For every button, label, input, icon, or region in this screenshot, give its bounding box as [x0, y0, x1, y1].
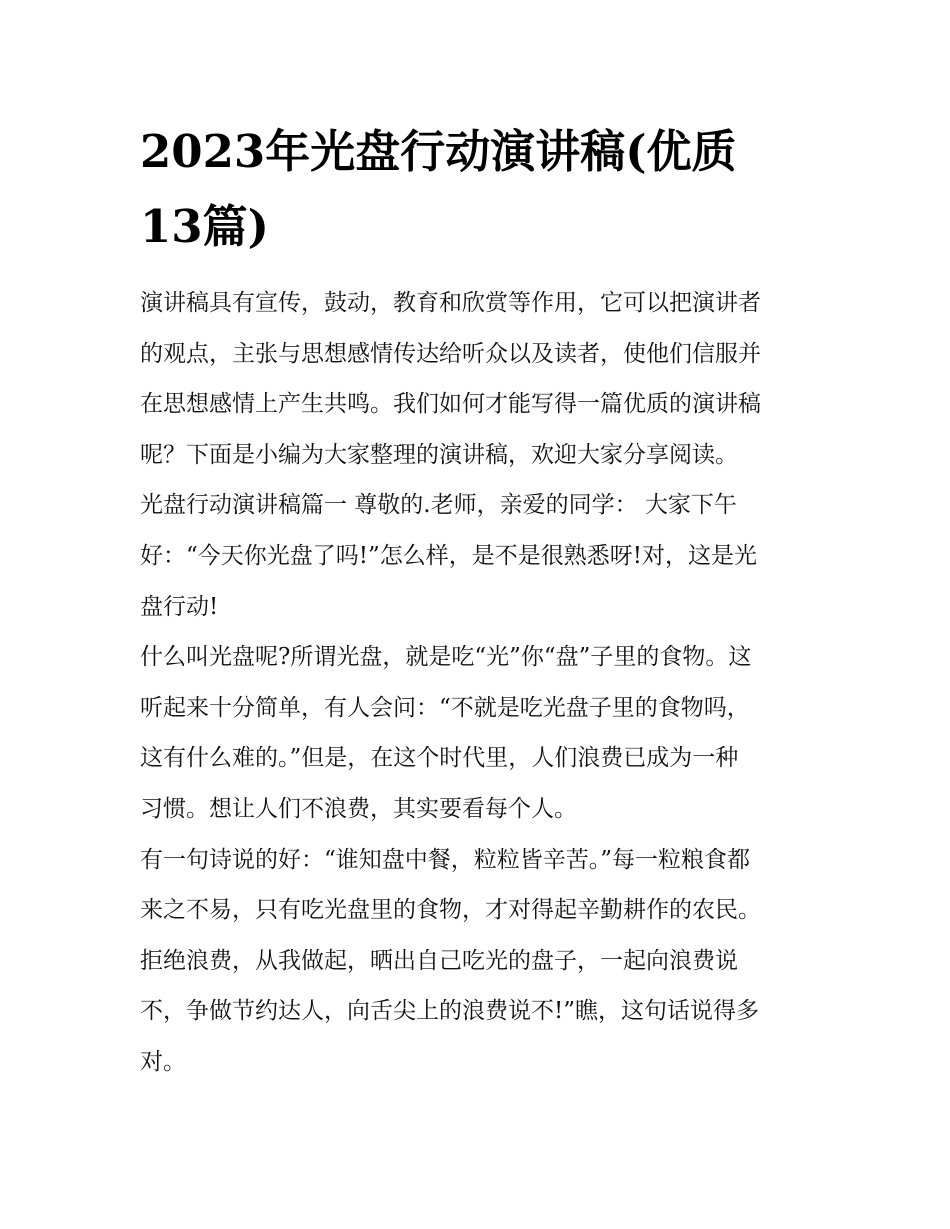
body-text-line: 光盘行动演讲稿篇一 尊敬的.老师，亲爱的同学： 大家下午 — [140, 492, 737, 519]
body-text-line: 来之不易，只有吃光盘里的食物，才对得起辛勤耕作的农民。 — [140, 897, 761, 924]
body-text-line: 什么叫光盘呢?所谓光盘，就是吃“光”你“盘”子里的食物。这 — [140, 644, 752, 671]
body-text-line: 这有什么难的。”但是，在这个时代里，人们浪费已成为一种 — [140, 745, 739, 772]
body-text-line: 盘行动! — [140, 593, 219, 620]
body-text-line: 在思想感情上产生共鸣。我们如何才能写得一篇优质的演讲稿 — [140, 391, 761, 418]
body-text-line: 演讲稿具有宣传，鼓动，教育和欣赏等作用，它可以把演讲者 — [140, 290, 761, 316]
body-text-line: 拒绝浪费，从我做起，晒出自己吃光的盘子，一起向浪费说 — [140, 947, 738, 974]
title-line: 2023年光盘行动演讲稿(优质 — [140, 125, 737, 178]
body-text-line: 呢？下面是小编为大家整理的演讲稿，欢迎大家分享阅读。 — [140, 441, 738, 468]
body-text-line: 对。 — [140, 1048, 186, 1075]
body-text-line: 好：“今天你光盘了吗!”怎么样，是不是很熟悉呀!对，这是光 — [140, 542, 758, 569]
body-text-line: 有一句诗说的好：“谁知盘中餐，粒粒皆辛苦。”每一粒粮食都 — [140, 846, 751, 873]
body-text-line: 听起来十分简单，有人会问：“不就是吃光盘子里的食物吗， — [140, 694, 750, 721]
body-text-line: 不，争做节约达人，向舌尖上的浪费说不!”瞧，这句话说得多 — [140, 998, 760, 1025]
title-line: 13篇) — [140, 200, 269, 253]
body-text-line: 的观点，主张与思想感情传达给听众以及读者，使他们信服并 — [140, 340, 761, 367]
document-title — [140, 114, 820, 264]
document-body — [140, 278, 820, 1088]
body-text-line: 习惯。想让人们不浪费，其实要看每个人。 — [140, 795, 577, 822]
